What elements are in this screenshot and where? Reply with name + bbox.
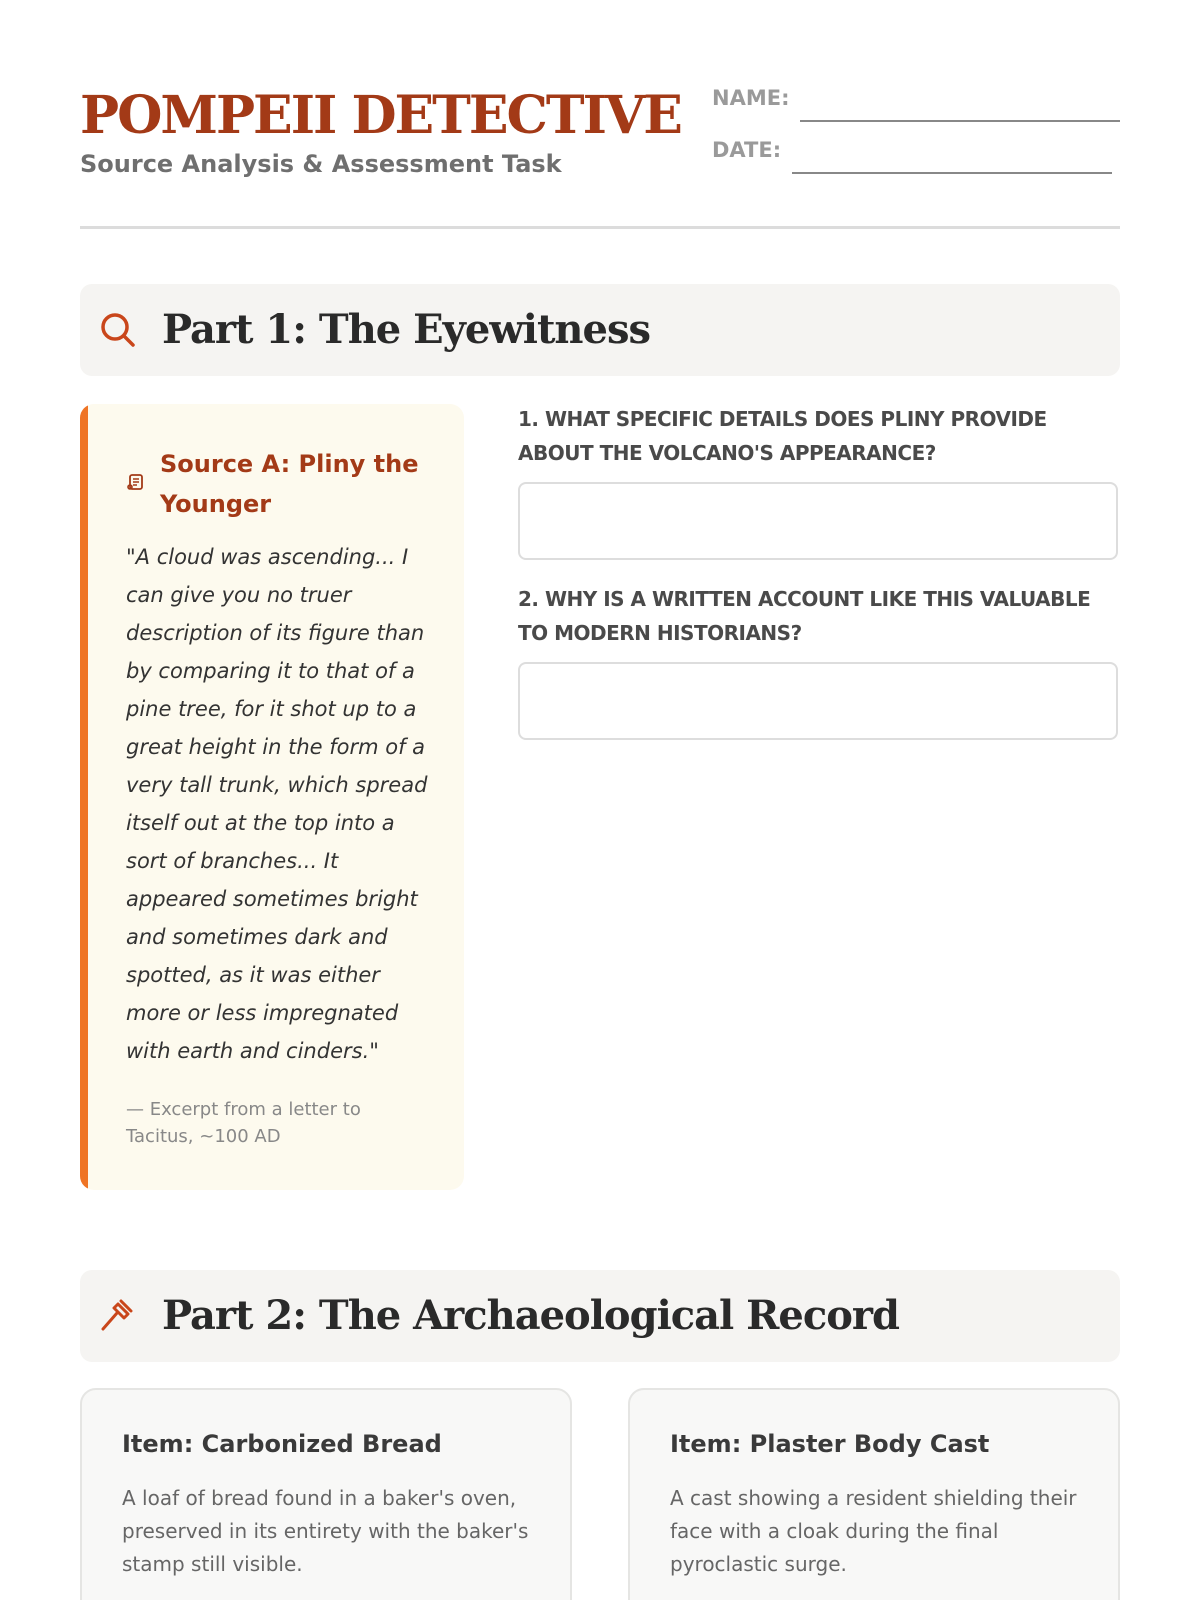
source-accent-bar xyxy=(80,404,88,1190)
part2-heading xyxy=(80,1270,1120,1362)
date-line[interactable] xyxy=(792,172,1112,174)
question-2-answer-box[interactable] xyxy=(518,662,1118,740)
source-a-card xyxy=(80,404,464,1190)
source-citation: — Excerpt from a letter to Tacitus, ~100 AD xyxy=(126,1099,361,1147)
header-divider xyxy=(80,226,1120,229)
item-description: A loaf of bread found in a baker's oven, preserved in its entirety with the baker's stamp still visible. xyxy=(122,1486,529,1576)
part1-title: Part 1: The Eyewitness xyxy=(162,306,650,353)
item-title: Item: Plaster Body Cast xyxy=(670,1430,990,1458)
scroll-icon xyxy=(126,472,146,492)
date-label: DATE: xyxy=(712,138,782,162)
magnifying-glass-icon xyxy=(98,310,138,350)
part2-title: Part 2: The Archaeological Record xyxy=(162,1292,899,1339)
worksheet-page xyxy=(80,0,1120,1600)
hammer-icon xyxy=(98,1296,138,1336)
source-title: Source A: Pliny the Younger xyxy=(160,450,419,518)
item-description: A cast showing a resident shielding their face with a cloak during the final pyroclastic surge. xyxy=(670,1486,1077,1576)
question-1 xyxy=(518,402,1120,560)
name-label: NAME: xyxy=(712,86,790,110)
item-title: Item: Carbonized Bread xyxy=(122,1430,442,1458)
question-2 xyxy=(518,582,1120,740)
worksheet-header xyxy=(80,86,1120,186)
part1-heading xyxy=(80,284,1120,376)
item-card-plaster-body-cast xyxy=(628,1388,1120,1600)
item-card-carbonized-bread xyxy=(80,1388,572,1600)
date-field[interactable] xyxy=(712,138,1122,174)
source-quote: "A cloud was ascending... I can give you no truer description of its figure than by comparing it to that of a pine tree, for it shot up to a great height in the form of a very tall trunk, which spread itself out at the top into a sort of branches... It appeared sometimes bright and sometimes dark and spotted, as it was either more or less impregnated with earth and cinders." xyxy=(126,545,428,1063)
name-line[interactable] xyxy=(800,120,1120,122)
question-1-answer-box[interactable] xyxy=(518,482,1118,560)
page-subtitle: Source Analysis & Assessment Task xyxy=(80,150,562,178)
question-2-label: 2. WHY IS A WRITTEN ACCOUNT LIKE THIS VALUABLE TO MODERN HISTORIANS? xyxy=(518,587,1091,645)
name-field[interactable] xyxy=(712,86,1122,122)
page-title: POMPEII DETECTIVE xyxy=(80,85,681,146)
question-1-label: 1. WHAT SPECIFIC DETAILS DOES PLINY PROVIDE ABOUT THE VOLCANO'S APPEARANCE? xyxy=(518,407,1047,465)
